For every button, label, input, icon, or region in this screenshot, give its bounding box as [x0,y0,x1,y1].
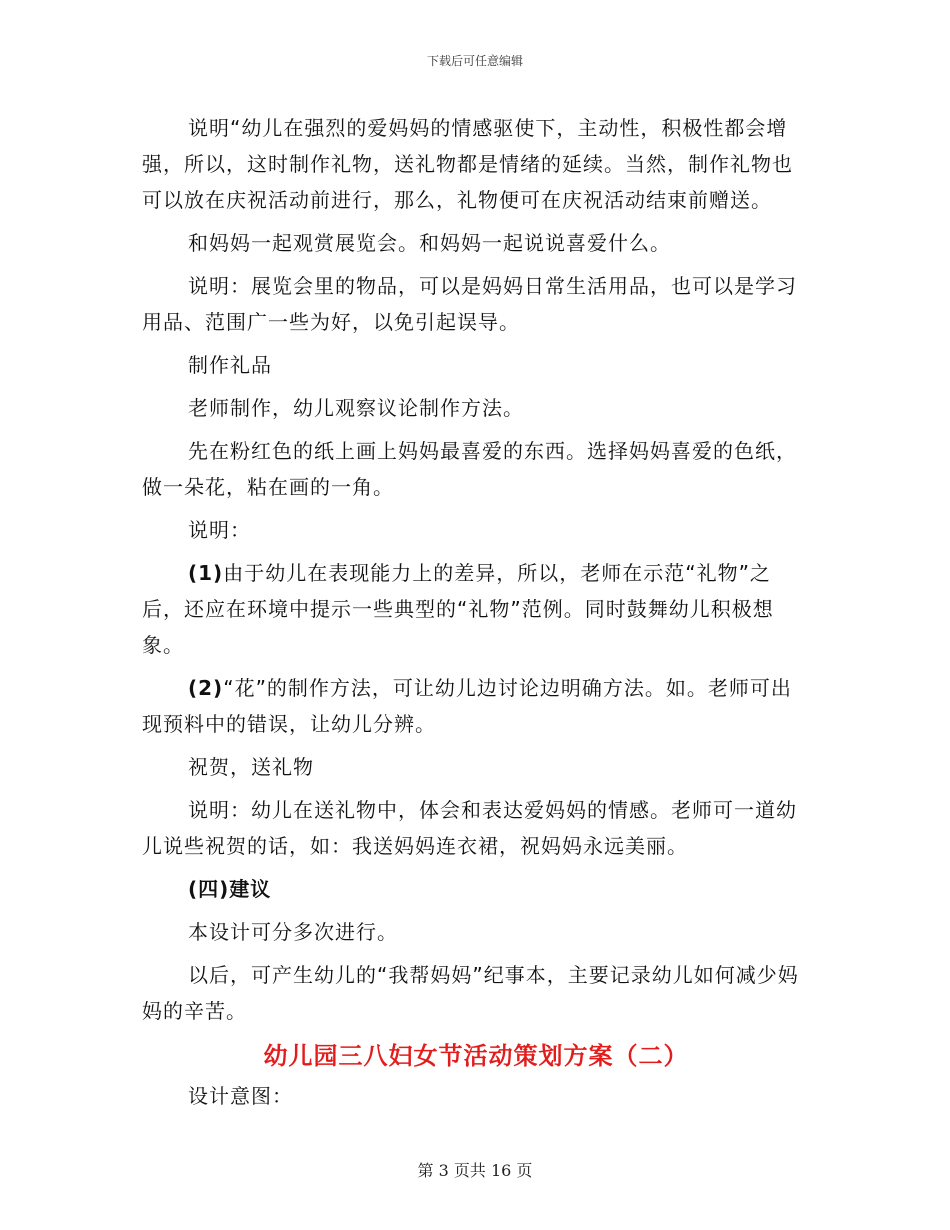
numbered-item-1-num: (1) [188,561,224,585]
paragraph-congratulate-explanation: 说明：幼儿在送礼物中，体会和表达爱妈妈的情感。老师可一道幼儿说些祝贺的话，如：我送妈妈连衣裙，祝妈妈永远美丽。 [142,798,797,858]
numbered-item-2 [142,670,810,742]
page-footer: 第 3 页共 16 页 [417,1161,533,1180]
paragraph-teacher-make: 老师制作，幼儿观察议论制作方法。 [188,396,524,420]
paragraph-design-intent: 设计意图： [188,1084,293,1108]
document-body [142,110,810,1121]
numbered-item-2-text: “花”的制作方法，可让幼儿边讨论边明确方法。如。老师可出现预料中的错误，让幼儿分辨。 [142,676,792,736]
section-title: 幼儿园三八妇女节活动策划方案（二） [263,1042,689,1070]
numbered-item-1 [142,555,810,663]
numbered-item-1-text: 由于幼儿在表现能力上的差异，所以，老师在示范“礼物”之后，还应在环境中提示一些典型的“礼物”范例。同时鼓舞幼儿积极想象。 [142,561,774,657]
paragraph-exhibition: 和妈妈一起观赏展览会。和妈妈一起说说喜爱什么。 [188,231,671,255]
paragraph-congratulate: 祝贺，送礼物 [188,755,314,779]
paragraph-multiple-sessions: 本设计可分多次进行。 [188,920,398,944]
paragraph-notebook: 以后，可产生幼儿的“我帮妈妈”纪事本，主要记录幼儿如何减少妈妈的辛苦。 [142,963,799,1023]
numbered-item-2-num: (2) [188,676,224,700]
paragraph-explanation-label: 说明： [188,518,251,542]
paragraph-make-gift: 制作礼品 [188,353,272,377]
paragraph-explanation-gift: 说明“幼儿在强烈的爱妈妈的情感驱使下，主动性，积极性都会增强，所以，这时制作礼物，送礼物都是情绪的延续。当然，制作礼物也可以放在庆祝活动前进行，那么，礼物便可在庆祝活动结束前赠送。 [142,116,793,212]
subheading-suggestion: (四)建议 [188,877,272,901]
paragraph-pink-paper: 先在粉红色的纸上画上妈妈最喜爱的东西。选择妈妈喜爱的色纸，做一朵花，粘在画的一角。 [142,439,797,499]
page-header: 下载后可任意编辑 [426,54,523,68]
paragraph-exhibition-explanation: 说明：展览会里的物品，可以是妈妈日常生活用品，也可以是学习用品、范围广一些为好，以免引起误导。 [142,274,797,334]
